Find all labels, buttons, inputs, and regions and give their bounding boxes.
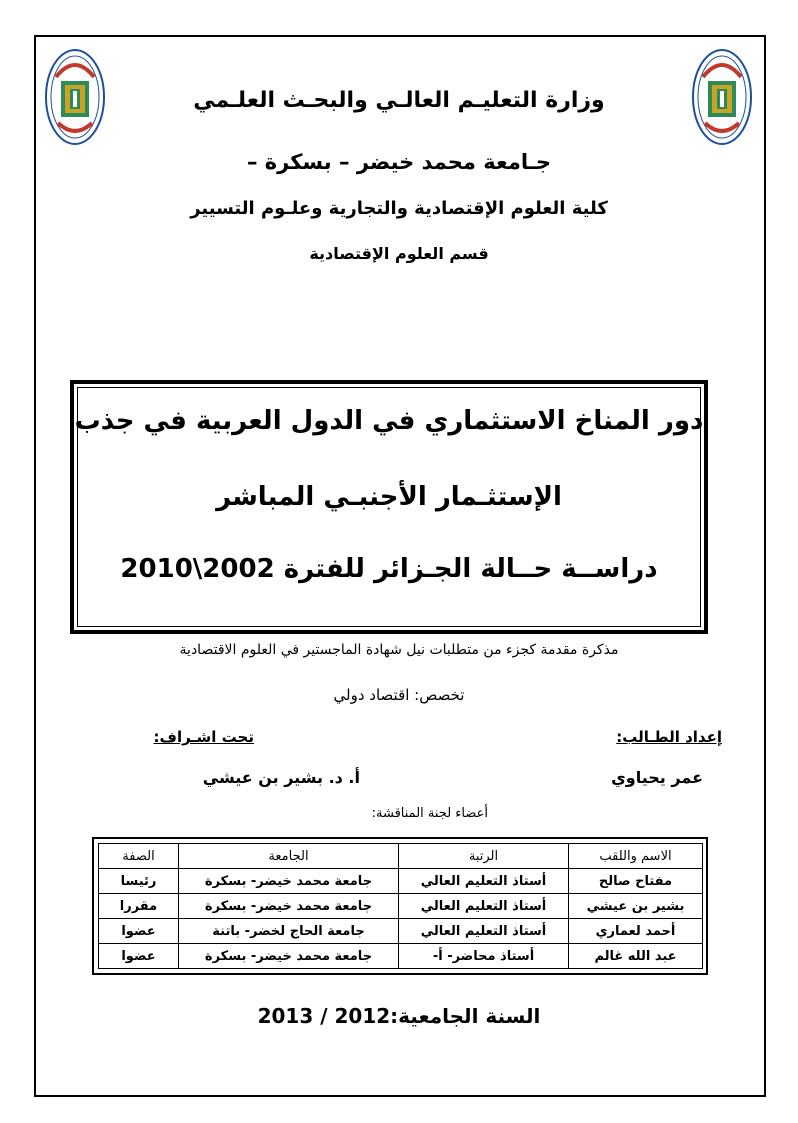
member-rank: أستاذ محاضر- أ- (399, 944, 569, 969)
member-role: عضوا (99, 919, 179, 944)
member-name: مفتاح صالح (569, 869, 703, 894)
member-role: مقررا (99, 894, 179, 919)
member-rank: أستاذ التعليم العالي (399, 919, 569, 944)
memo-statement: مذكرة مقدمة كجزء من متطلبات نيل شهادة الماجستير في العلوم الاقتصادية (179, 642, 619, 658)
table-row (99, 894, 703, 919)
member-role: رئيسا (99, 869, 179, 894)
header-role: الصفة (99, 844, 179, 869)
thesis-title-line-2: الإستثـمار الأجنبـي المباشر (216, 482, 562, 512)
member-name: بشير بن عيشي (569, 894, 703, 919)
header-university: الجامعة (179, 844, 399, 869)
header-name: الاسم واللقب (569, 844, 703, 869)
supervision-label: تحت اشـراف: (153, 728, 254, 746)
member-university: جامعة محمد خيضر- بسكرة (179, 869, 399, 894)
university-heading: جـامعة محمد خيضر – بسكرة – (246, 150, 552, 174)
faculty-heading: كلية العلوم الإقتصادية والتجارية وعلـوم التسيير (190, 198, 608, 219)
table-header-row (99, 844, 703, 869)
member-role: عضوا (99, 944, 179, 969)
supervisor-name: أ. د. بشير بن عيشي (202, 768, 360, 787)
member-rank: أستاذ التعليم العالي (399, 869, 569, 894)
committee-table-frame (92, 837, 708, 975)
committee-table (98, 843, 703, 969)
member-university: جامعة الحاج لخضر- باتنة (179, 919, 399, 944)
academic-year: السنة الجامعية:2012 / 2013 (257, 1004, 541, 1028)
header-rank: الرتبة (399, 844, 569, 869)
table-row (99, 944, 703, 969)
committee-label: أعضاء لجنة المناقشة: (371, 806, 488, 821)
ministry-heading: وزارة التعليـم العالـي والبحـث العلـمي (193, 88, 605, 113)
prepared-by-label: إعداد الطـالب: (616, 728, 722, 746)
member-university: جامعة محمد خيضر- بسكرة (179, 894, 399, 919)
table-row (99, 869, 703, 894)
thesis-title-line-3: دراســة حــالة الجـزائر للفترة 2002\2010 (120, 554, 658, 584)
member-name: عبد الله غالم (569, 944, 703, 969)
thesis-title-line-1: دور المناخ الاستثماري في الدول العربية في جذب (74, 406, 704, 436)
department-heading: قسم العلوم الإقتصادية (309, 244, 489, 263)
member-university: جامعة محمد خيضر- بسكرة (179, 944, 399, 969)
student-name: عمر يحياوي (611, 768, 703, 787)
member-name: أحمد لعماري (569, 919, 703, 944)
thesis-title-box (70, 380, 708, 634)
table-row (99, 919, 703, 944)
specialization: تخصص: اقتصاد دولي (333, 686, 465, 704)
member-rank: أستاذ التعليم العالي (399, 894, 569, 919)
